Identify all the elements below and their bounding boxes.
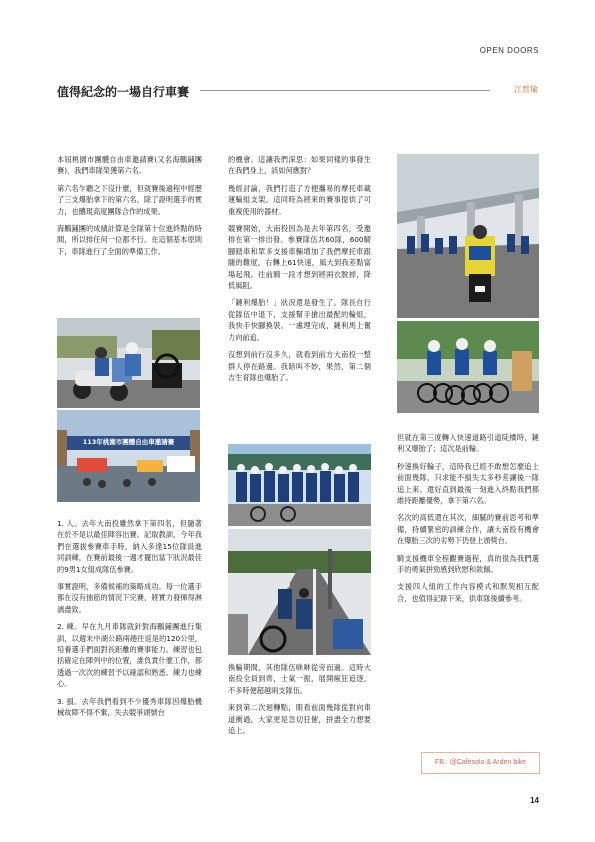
photo-event-banner — [57, 410, 200, 502]
paragraph: 海鵬鋪團的成績計算是全隊第十位進終點的時間，所以排任何一位都不行。在這個基本原則下，車隊進行了全面的準備工作。 — [57, 224, 202, 256]
title-rule — [200, 90, 490, 91]
paragraph: 名次的高低還在其次，細膩的賽前思考和準備，持續緊密的訓練合作，讓大南投有機會在爆胎三次的劣勢下仍登上頒獎台。 — [397, 513, 539, 546]
photo-peloton-bridge — [397, 154, 539, 318]
paragraph: 來到第二次迴轉點，眼看前面幾隊從對向車道衝過，大家更是急切狂催，拼盡全力想要追上。 — [228, 703, 371, 736]
header-section: OPEN DOORS — [479, 46, 539, 55]
paragraph: 幾經討論，我們打造了方便攜易的摩托車載運輪組支架。這同時為將來的賽事提供了可重複使用的器材。 — [228, 183, 371, 216]
photo-roadside-repair — [228, 529, 371, 655]
author-name: 江哲瑜 — [514, 85, 538, 94]
photo-team-group-image — [228, 444, 371, 526]
paragraph: 支援四人組的工作內容模式和默契相互配合，也值得記錄下來，供車隊後續參考。 — [397, 582, 539, 603]
paragraph: 競賽開始，大南投因為是去年第四名，受邀排在第一排出發。參賽隊伍共60隊，600騎腳踏車和眾多支援車輛增加了我們摩托車跟隨的難度。右轉上61快速，風大到我差點富場起飛。往前騎一段才想到將兩衣脫掉，降低風阻。 — [228, 224, 371, 291]
photo-scooter-crew-image — [57, 318, 200, 408]
page-number: 14 — [530, 796, 539, 805]
paragraph: 第六名乍聽之下沒什麼，但就賽後過程中經歷了三支爆胎拿下的第六名，除了證明選手的實力，也體現高度團隊合作的成果。 — [57, 183, 202, 216]
article-title: 值得紀念的一場自行車賽 — [57, 85, 190, 99]
photo-peloton-bridge-image — [397, 154, 539, 318]
paragraph: 2. 練。早在九月車隊就針對海鵬鋪團進行集訓，以週末中湖公路兩趟往返是的120公里，培養選手們面對長距離的賽事能力。練習也包括確定在陣列中的位置，誰負責什麼工作，都透過一次次的練習予以確認和熟悉。練力也練心。 — [57, 622, 202, 689]
photo-cyclists-road — [397, 321, 539, 413]
column-3-text — [397, 432, 539, 610]
paragraph: 的機會。這讓我們深思：如果同樣的事發生在我們身上，該如何應對？ — [228, 155, 371, 176]
banner-text: 113年桃園市團體自由車邀請賽 — [82, 438, 175, 446]
column-2-bottom — [228, 662, 371, 742]
paragraph: 沒想到前行沒多久，就看到前方大南投一整群人停在路邊。我暗叫不妙，果然，第二個吉生育隊也爆胎了。 — [228, 350, 371, 382]
photo-roadside-repair-image — [228, 529, 371, 655]
paragraph: 事實證明，多備候補的策略成功。每一位選手都在沒有抽筋的情況下完賽，將實力發揮得淋漓盡致。 — [57, 582, 202, 614]
paragraph: 但就在第三度轉入快速道路引道陡橋時，鏈利又爆胎了；這次是前輪。 — [397, 433, 539, 454]
photo-cyclists-road-image — [397, 321, 539, 413]
column-1-bottom — [57, 518, 202, 725]
paragraph: 換輪期間，其他隊伍咻咻從旁而過。這時大南投全員到齊，士氣一振，展開瘋狂追逐，不多時便超越兩支隊伍。 — [228, 663, 371, 695]
photo-team-group — [228, 444, 371, 526]
paragraph: 秒速換好輪子，這時我已經不敢想怎麼追上前面幾隊，只求能不損失太多秒差讓後一隊追上來。還好直到最後一刻進入終點我們都維持距離優勢，拿下第六名。 — [397, 461, 539, 506]
photo-event-banner-image — [57, 410, 200, 502]
paragraph: 騎支援機車全程觀賽過程，真的很為我們選手的勇氣拼勁感到欣慰和欽佩。 — [397, 553, 539, 575]
paragraph: 1. 人。去年大南投雖然拿下第四名，但隨著在於不是以最佳陣容出賽。記取教訓，今年我們在選拔參賽車手時，納入多達15位隊員進同訓練，在賽前最後一週才擺出當下狀況最佳的9男1女組成隊伍參賽。 — [57, 519, 202, 574]
column-2-top — [228, 154, 371, 389]
paragraph: 「鏈利爆胎！」狀況還是發生了。隊長自行從隊伍中退下，支援幫手搶出最配的輪組，我快手快腳換裝。一處理完成，鏈利馬上奮力向前追。 — [228, 298, 371, 342]
paragraph: 3. 損。去年我們看到不少優秀車隊因爆胎機械故障不得不棄，失去競爭頭號台 — [57, 696, 202, 718]
facebook-credit: FB : @Cafesolo & Arden bike — [421, 752, 540, 774]
photo-scooter-crew — [57, 318, 200, 408]
paragraph: 本屆桃園市團體自由車邀請賽(又名海鵬鋪團賽)，我們車隊榮獲第六名。 — [57, 155, 202, 176]
column-1-top — [57, 154, 202, 263]
